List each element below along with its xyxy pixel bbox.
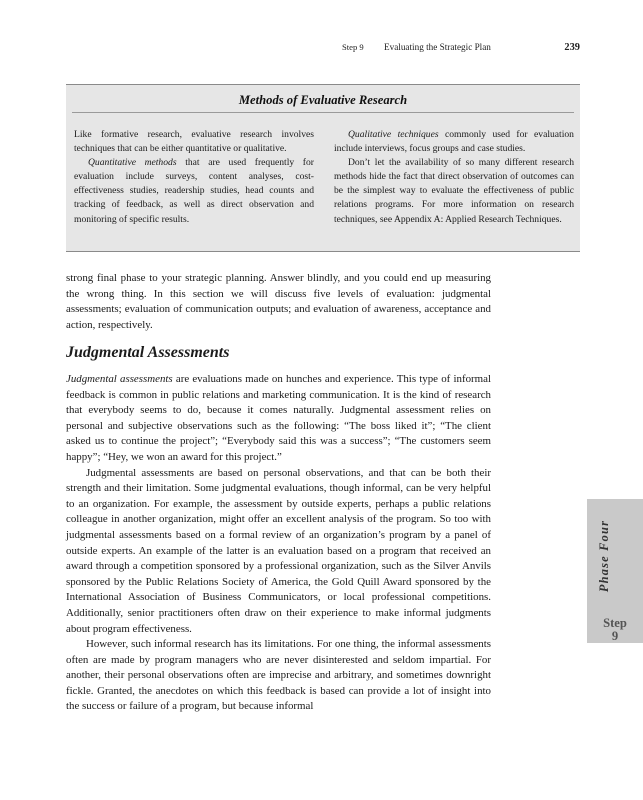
body-paragraph-2: Judgmental assessments are based on personal observations, and that can be both their strength and their limitation. Some judgmental evaluations, though informal, can be very helpful to an organization. For example, the assessment by outside experts, perhaps a public relations colleague in another organization, might offer an excellent analysis of the program. So too with judgmental assessments based on a formal review of an organization’s program by a panel of outside experts. An example of the latter is an evaluation based on a program that received an award through a competition sponsored by a professional organization, such as the Silver Anvils sponsored by the Public Relations Society of America, the Gold Quill Award sponsored by the International Association of Business Communicators, or local professional competitions. Additionally, senior practitioners often draw on their experience to make informal judgments about program effectiveness. (66, 466, 491, 635)
intro-paragraph: strong final phase to your strategic planning. Answer blindly, and you could end up measuring the wrong thing. In this section we will discuss five levels of evaluation: judgmental assessments; evaluation of communication outputs; and evaluation of awareness, acceptance and action, respectively. (66, 272, 491, 331)
intro-text (66, 271, 491, 333)
box-divider (72, 112, 574, 113)
body-paragraph-1-text: are evaluations made on hunches and experience. This type of informal feedback is common in public relations and marketing communication. It is the kind of research that everybody seems to do, because it comes naturally. Judgmental assessment relies on personal and subjective observations such as the following: “The boss liked it”; “The client asked us to continue the project”; “Everybody said this was a success”; “The customers seem happy”; “Hey, we won an award for this project.” (66, 373, 491, 463)
box-left-paragraph-1: Like formative research, evaluative research involves techniques that can be either quantitative or qualitative. (74, 129, 314, 155)
step-number: 9 (611, 629, 619, 643)
box-right-paragraph-2: Don’t let the availability of so many different research methods hide the fact that direct observation of outcomes can be the simplest way to evaluate the effectiveness of public relations programs. For more information on research techniques, see Appendix A: Applied Research Techniques. (334, 157, 574, 225)
running-head-title: Evaluating the Strategic Plan (384, 42, 491, 52)
box-right-paragraph-1 (334, 128, 574, 156)
box-left-paragraph-2 (74, 156, 314, 226)
box-title: Methods of Evaluative Research (238, 93, 408, 107)
term-judgmental-assessments: Judgmental assessments (66, 373, 173, 385)
running-head-step: Step 9 (342, 42, 364, 52)
box-left-paragraph-2-text: that are used frequently for evaluation include surveys, content analyses, cost-effectiveness studies, readership studies, head counts and tracking of feedback, as well as direct observation and monitoring of specific results. (74, 157, 314, 225)
page-number: 239 (564, 42, 580, 53)
body-paragraph-1 (66, 372, 491, 466)
phase-label: Phase Four (597, 519, 611, 593)
step-word: Step (603, 616, 627, 630)
box-right-paragraph-1-text: commonly used for evaluation include interviews, focus groups and case studies. (334, 129, 574, 155)
term-qualitative-techniques: Qualitative techniques (348, 129, 439, 140)
main-body-text (66, 372, 491, 715)
methods-sidebar-box (66, 84, 580, 252)
step-thumb-label (591, 617, 639, 643)
box-left-column (74, 128, 314, 227)
box-right-column (334, 128, 574, 227)
section-heading: Judgmental Assessments (66, 344, 230, 361)
term-quantitative-methods: Quantitative methods (88, 157, 177, 169)
body-paragraph-3: However, such informal research has its limitations. For one thing, the informal assessments often are made by program managers who are never disinterested and seldom impartial. For another, their personal observations often are imprecise and arbitrary, and sometimes downright fickle. Granted, the anecdotes on which this feedback is based can provide a lot of insight into the success or failure of a program, but because informal (66, 638, 491, 713)
